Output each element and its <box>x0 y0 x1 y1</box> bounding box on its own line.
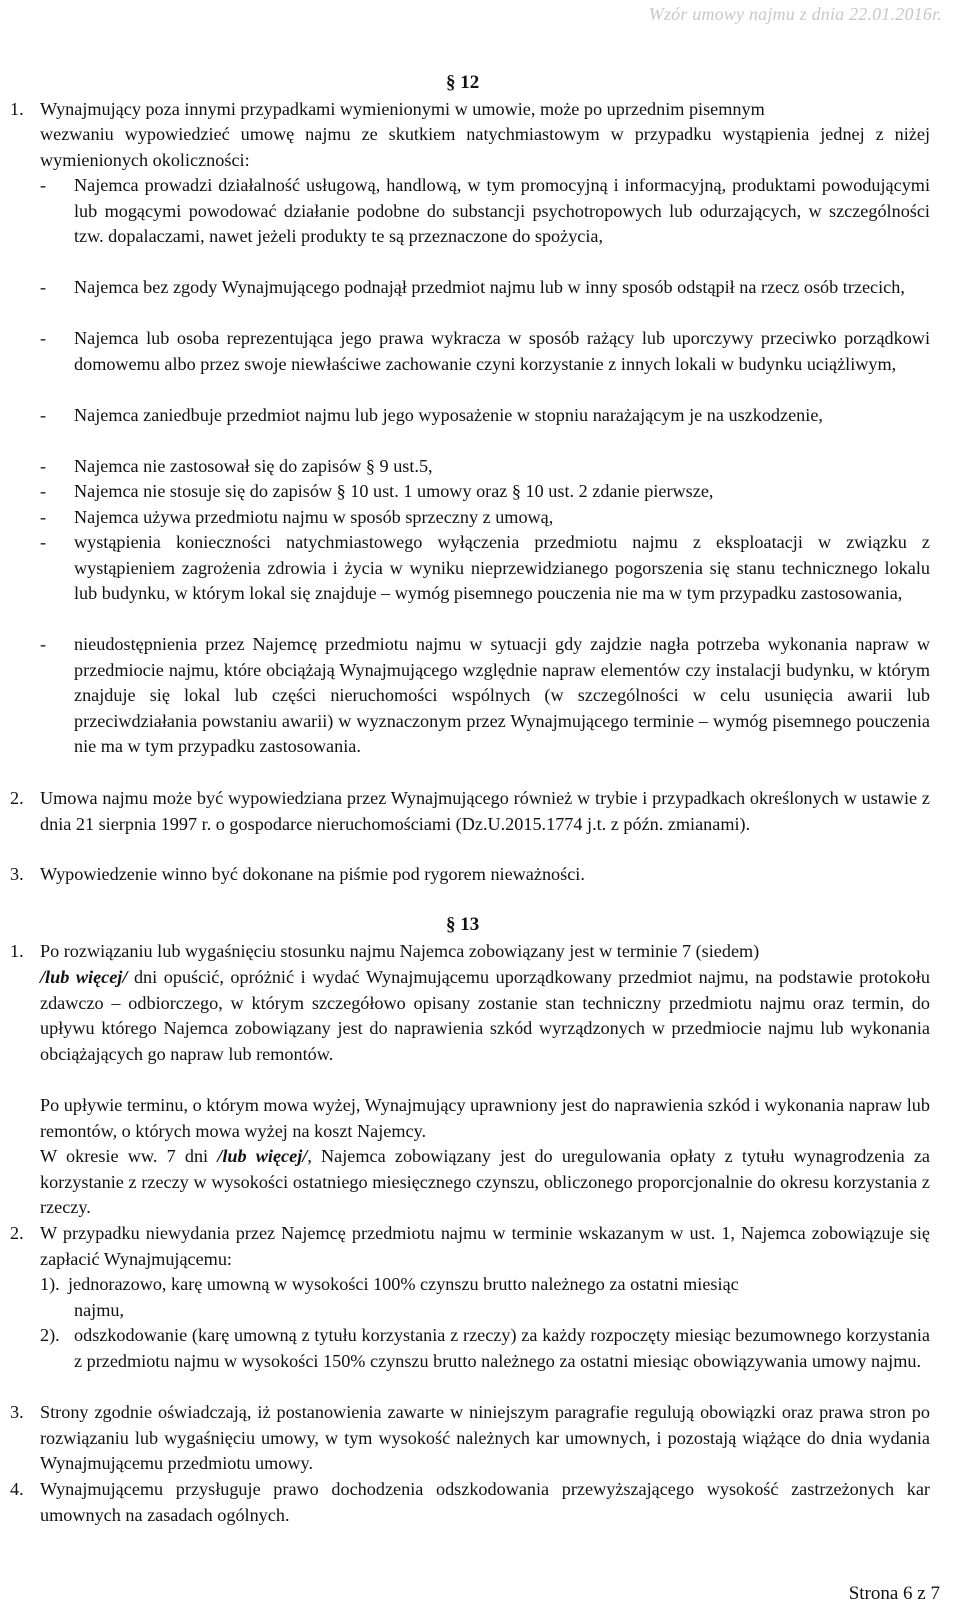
paragraph-text: Umowa najmu może być wypowiedziana przez Wynajmującego również w trybie i przypadkach określonych w ustawie z dnia 21 sierpnia 1997 r. o gospodarce nieruchomościami (Dz.U.2015.1774 j.t. z późn. zmianami). <box>40 788 930 834</box>
list-dash: - <box>40 532 47 552</box>
paragraph-text: Wynajmujący poza innymi przypadkami wymienionymi w umowie, może po uprzednim pisemnym <box>40 99 765 119</box>
emphasis-text: /lub więcej/ <box>40 967 128 987</box>
paragraph-text: W przypadku niewydania przez Najemcę przedmiotu najmu w terminie wskazanym w ust. 1, Najemca zobowiązuje się zapłacić Wynajmującemu: <box>40 1223 930 1269</box>
paragraph-text-part: , Najemca zobowiązany jest do uregulowania opłaty z tytułu wynagrodzenia za korzystanie z rzeczy w wysokości ostatniego miesięcznego czynszu, obliczonego proporcjonalnie do okresu korzystania z rzeczy. <box>40 1146 930 1218</box>
sub-item-text: jednorazowo, karę umowną w wysokości 100% czynszu brutto należnego za ostatni miesiąc <box>68 1274 739 1294</box>
sub-item-number: 1). <box>40 1274 60 1294</box>
paragraph-text: Wynajmującemu przysługuje prawo dochodzenia odszkodowania przewyższającego wysokość zastrzeżonych kar umownych na zasadach ogólnych. <box>40 1479 930 1525</box>
list-item: Najemca nie stosuje się do zapisów § 10 ust. 1 umowy oraz § 10 ust. 2 zdanie pierwsze, <box>74 481 714 501</box>
list-dash: - <box>40 456 47 476</box>
paragraph-text-part: dni opuścić, opróżnić i wydać Wynajmującemu uporządkowany przedmiot najmu, na podstawie protokołu zdawczo – odbiorczego, w którym szczegółowo opisany zostanie stan techniczny przedmiotu najmu oraz termin, do upływu którego Najemca zobowiązany jest do naprawienia szkód wyrządzonych w przedmiocie najmu lub wykonania obciążających go napraw lub remontów. <box>40 967 930 1064</box>
list-dash: - <box>40 405 47 425</box>
paragraph-number: 1. <box>10 941 24 961</box>
list-item: nieudostępnienia przez Najemcę przedmiotu najmu w sytuacji gdy zajdzie nagła potrzeba wykonania napraw w przedmiocie najmu, które obciążają Wynajmującego względnie napraw elementów czy instalacji budynku, w którym znajduje się lokal lub części nieruchomości wspólnych (w szczególności w celu usunięcia awarii lub przeciwdziałania powstaniu awarii) w wyznaczonym przez Wynajmującego terminie – wymóg pisemnego pouczenia nie ma w tym przypadku zastosowania. <box>74 634 930 757</box>
list-item: Najemca używa przedmiotu najmu w sposób sprzeczny z umową, <box>74 507 554 527</box>
paragraph-text <box>40 939 930 965</box>
sub-item-text: najmu, <box>74 1300 125 1320</box>
paragraph-text-part: W okresie ww. 7 dni <box>40 1146 218 1166</box>
paragraph-text: Strony zgodnie oświadczają, iż postanowienia zawarte w niniejszym paragrafie regulują obowiązki oraz prawa stron po rozwiązaniu lub wygaśnięciu umowy, w tym wysokość należnych kar umownych, i pozostają wiążące do dnia wydania Wynajmującemu przedmiotu umowy. <box>40 1402 930 1474</box>
list-item: Najemca bez zgody Wynajmującego podnajął przedmiot najmu lub w inny sposób odstąpił na rzecz osób trzecich, <box>74 277 905 297</box>
list-dash: - <box>40 277 47 297</box>
paragraph-text: Wypowiedzenie winno być dokonane na piśmie pod rygorem nieważności. <box>40 864 585 884</box>
paragraph-text-part: Po rozwiązaniu lub wygaśnięciu stosunku najmu Najemca zobowiązany jest w terminie 7 (siedem) <box>40 941 760 961</box>
paragraph-number: 3. <box>10 864 24 884</box>
emphasis-text: /lub więcej/ <box>217 1146 308 1166</box>
sub-item-number: 2). <box>40 1325 60 1345</box>
paragraph-text: Po upływie terminu, o którym mowa wyżej, Wynajmujący uprawniony jest do naprawienia szkód i wykonania napraw lub remontów, o których mowa wyżej na koszt Najemcy. <box>40 1095 930 1141</box>
paragraph-text <box>40 1144 930 1221</box>
sub-item-text: odszkodowanie (karę umowną z tytułu korzystania z rzeczy) za każdy rozpoczęty miesiąc bezumownego korzystania z przedmiotu najmu w wysokości 150% czynszu brutto należnego za ostatni miesiąc obowiązywania umowy najmu. <box>74 1325 930 1371</box>
list-dash: - <box>40 634 47 654</box>
page-number: Strona 6 z 7 <box>848 1583 940 1604</box>
list-item: Najemca lub osoba reprezentująca jego prawa wykracza w sposób rażący lub uporczywy przeciwko porządkowi domowemu albo przez swoje niewłaściwe zachowanie czyni korzystanie z innych lokali w budynku uciążliwym, <box>74 328 930 374</box>
paragraph-number: 3. <box>10 1402 24 1422</box>
list-dash: - <box>40 175 47 195</box>
document-header: Wzór umowy najmu z dnia 22.01.2016r. <box>648 4 942 24</box>
paragraph-number: 1. <box>10 99 24 119</box>
section-title-12: § 12 <box>446 72 480 93</box>
section-title-13: § 13 <box>446 914 480 935</box>
list-dash: - <box>40 328 47 348</box>
list-item: Najemca prowadzi działalność usługową, handlową, w tym promocyjną i informacyjną, produktami powodującymi lub mogącymi powodować działanie podobne do substancji psychotropowych lub odurzających, w szczególności tzw. dopalaczami, nawet jeżeli produkty te są przeznaczone do spożycia, <box>74 175 930 247</box>
list-item: Najemca nie zastosował się do zapisów § 9 ust.5, <box>74 456 433 476</box>
paragraph-number: 2. <box>10 788 24 808</box>
paragraph-text <box>40 965 930 1067</box>
list-dash: - <box>40 481 47 501</box>
list-item: Najemca zaniedbuje przedmiot najmu lub jego wyposażenie w stopniu narażającym je na uszkodzenie, <box>74 405 823 425</box>
paragraph-number: 2. <box>10 1223 24 1243</box>
list-item: wystąpienia konieczności natychmiastowego wyłączenia przedmiotu najmu z eksploatacji w związku z wystąpieniem zagrożenia zdrowia i życia w wyniku nieprzewidzianego pogorszenia się stanu technicznego lokalu lub budynku, w którym lokal się znajduje – wymóg pisemnego pouczenia nie ma w tym przypadku zastosowania, <box>74 532 930 604</box>
list-dash: - <box>40 507 47 527</box>
paragraph-text: wezwaniu wypowiedzieć umowę najmu ze skutkiem natychmiastowym w przypadku wystąpienia jednej z niżej wymienionych okoliczności: <box>40 124 930 170</box>
paragraph-number: 4. <box>10 1479 24 1499</box>
